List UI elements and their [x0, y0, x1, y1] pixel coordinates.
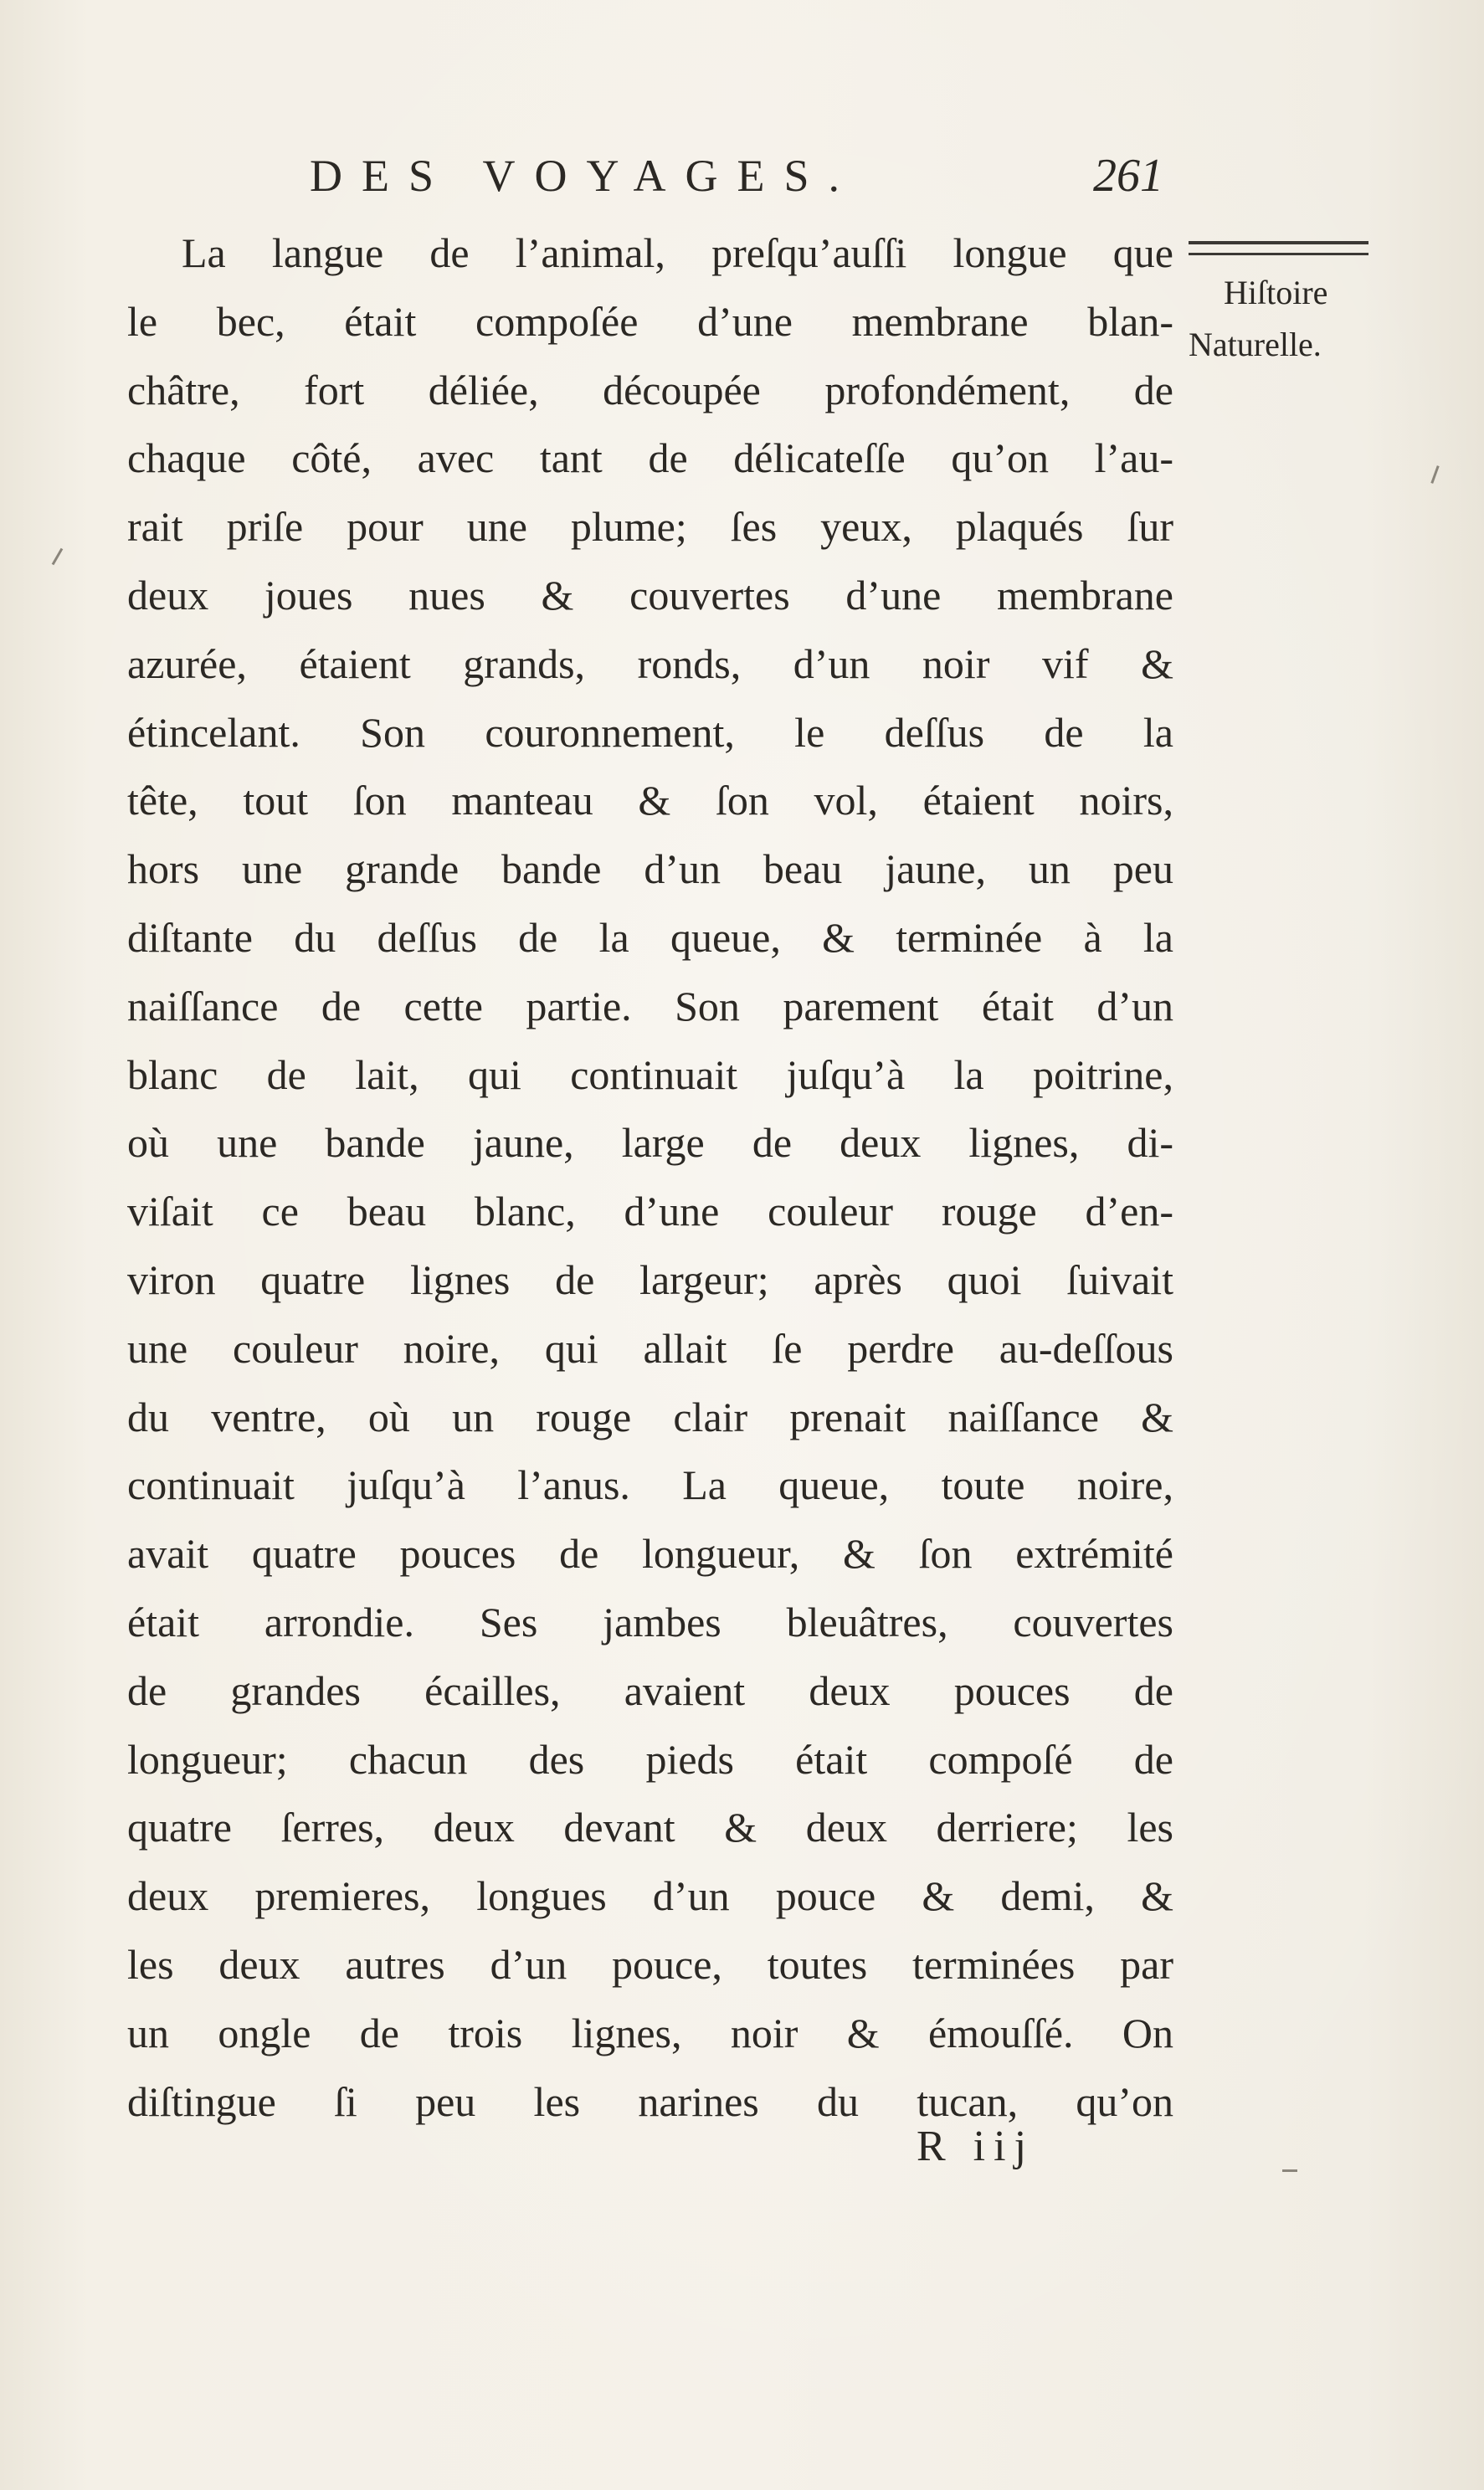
text-line: du ventre, où un rouge clair prenait naiſſance &: [127, 1393, 1173, 1440]
text-line: un ongle de trois lignes, noir & émouſſé. On: [127, 2009, 1173, 2056]
running-title: DES VOYAGES.: [310, 151, 860, 201]
margin-note-line: Hiſtoire: [1224, 274, 1328, 311]
page-number: 261: [1093, 150, 1163, 202]
text-line: le bec, était compoſée d’une membrane blan-: [127, 297, 1173, 345]
text-line: où une bande jaune, large de deux lignes, di-: [127, 1119, 1173, 1167]
text-line: viron quatre lignes de largeur; après quoi ſuivait: [127, 1255, 1173, 1303]
text-line: de grandes écailles, avaient deux pouces de: [127, 1666, 1173, 1714]
text-line: châtre, fort déliée, découpée profondément, de: [127, 366, 1173, 413]
margin-rule: [1189, 241, 1368, 255]
text-line: continuait juſqu’à l’anus. La queue, toute noire,: [127, 1461, 1173, 1509]
stray-ink-mark: [1282, 2169, 1297, 2172]
text-line: blanc de lait, qui continuait juſqu’à la poitrine,: [127, 1050, 1173, 1098]
text-line: avait quatre pouces de longueur, & ſon extrémité: [127, 1530, 1173, 1578]
text-line: une couleur noire, qui allait ſe perdre au-deſſous: [127, 1324, 1173, 1372]
margin-note-line: Naturelle.: [1189, 326, 1322, 363]
text-line: était arrondie. Ses jambes bleuâtres, couvertes: [127, 1598, 1173, 1645]
text-line: longueur; chacun des pieds était compoſé de: [127, 1735, 1173, 1783]
body-text: [127, 219, 1173, 2136]
text-line: diſtante du deſſus de la queue, & terminée à la: [127, 913, 1173, 961]
text-line: quatre ſerres, deux devant & deux derriere; les: [127, 1804, 1173, 1851]
text-line: La langue de l’animal, preſqu’auſſi longue que: [182, 229, 1173, 276]
text-line: chaque côté, avec tant de délicateſſe qu’on l’au-: [127, 434, 1173, 482]
signature-mark: R iij: [917, 2123, 1035, 2170]
text-line: naiſſance de cette partie. Son parement était d’un: [127, 982, 1173, 1029]
stray-ink-mark: [1430, 465, 1439, 484]
text-line: diſtingue ſi peu les narines du tucan, qu’on: [127, 2077, 1173, 2125]
running-head: [310, 142, 1163, 209]
text-line: les deux autres d’un pouce, toutes terminées par: [127, 1940, 1173, 1988]
stray-ink-mark: [52, 548, 64, 566]
text-line: tête, tout ſon manteau & ſon vol, étaient noirs,: [127, 777, 1173, 824]
text-line: hors une grande bande d’un beau jaune, un peu: [127, 845, 1173, 893]
text-line: viſait ce beau blanc, d’une couleur rouge d’en-: [127, 1188, 1173, 1235]
text-line: étincelant. Son couronnement, le deſſus de la: [127, 708, 1173, 756]
margin-note: [1189, 241, 1381, 371]
text-line: azurée, étaient grands, ronds, d’un noir vif &: [127, 639, 1173, 687]
text-line: deux premieres, longues d’un pouce & demi, &: [127, 1872, 1173, 1920]
text-line: deux joues nues & couvertes d’une membrane: [127, 571, 1173, 619]
text-line: rait priſe pour une plume; ſes yeux, plaqués ſur: [127, 503, 1173, 551]
